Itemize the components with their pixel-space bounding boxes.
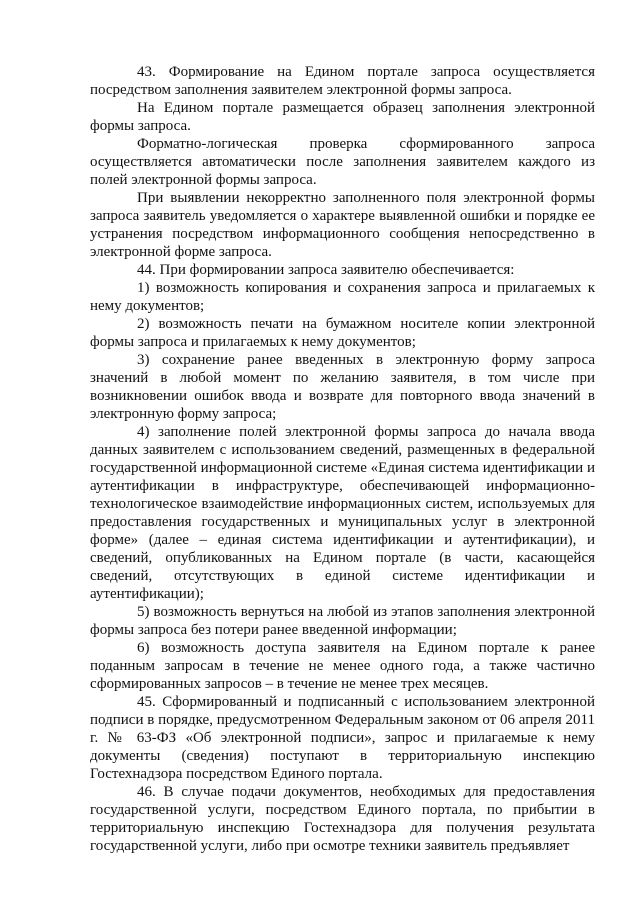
paragraph-error-notice: При выявлении некорректно заполненного поля электронной формы запроса заявитель уведомляется о характере выявленной ошибки и порядке ее устранения посредством информационного сообщения непосредственно в электронной форме запроса.	[90, 190, 595, 260]
paragraph-format-check: Форматно-логическая проверка сформированного запроса осуществляется автоматически после заполнения заявителем каждого из полей электронной формы запроса.	[90, 136, 595, 188]
paragraph-46: 46. В случае подачи документов, необходимых для предоставления государственной услуги, посредством Единого портала, по прибытии в территориальную инспекцию Гостехнадзора для получения результата государственной услуги, либо при осмотре техники заявитель предъявляет	[90, 784, 595, 854]
list-item-2: 2) возможность печати на бумажном носителе копии электронной формы запроса и прилагаемых к нему документов;	[90, 316, 595, 350]
list-item-5: 5) возможность вернуться на любой из этапов заполнения электронной формы запроса без потери ранее введенной информации;	[90, 604, 595, 638]
document-text-body	[90, 63, 595, 855]
paragraph-45: 45. Сформированный и подписанный с использованием электронной подписи в порядке, предусмотренном Федеральным законом от 06 апреля 2011 г. № 63-ФЗ «Об электронной подписи», запрос и прилагаемые к нему документы (сведения) поступают в территориальную инспекцию Гостехнадзора посредством Единого портала.	[90, 694, 595, 782]
paragraph-sample-form: На Едином портале размещается образец заполнения электронной формы запроса.	[90, 100, 595, 134]
list-item-1: 1) возможность копирования и сохранения запроса и прилагаемых к нему документов;	[90, 280, 595, 314]
paragraph-44: 44. При формировании запроса заявителю обеспечивается:	[137, 262, 515, 278]
list-item-6: 6) возможность доступа заявителя на Едином портале к ранее поданным запросам в течение не менее одного года, а также частично сформированных запросов – в течение не менее трех месяцев.	[90, 640, 595, 692]
list-item-3: 3) сохранение ранее введенных в электронную форму запроса значений в любой момент по желанию заявителя, в том числе при возникновении ошибок ввода и возврате для повторного ввода значений в электронную форму запроса;	[90, 352, 595, 422]
list-item-4: 4) заполнение полей электронной формы запроса до начала ввода данных заявителем с использованием сведений, размещенных в федеральной государственной информационной системе «Единая система идентификации и аутентификации в инфраструктуре, обеспечивающей информационно-технологическое взаимодействие информационных систем, используемых для предоставления государственных и муниципальных услуг в электронной форме» (далее – единая система идентификации и аутентификации), и сведений, опубликованных на Едином портале (в части, касающейся сведений, отсутствующих в единой системе идентификации и аутентификации);	[90, 424, 595, 602]
paragraph-43: 43. Формирование на Едином портале запроса осуществляется посредством заполнения заявителем электронной формы запроса.	[90, 64, 595, 98]
